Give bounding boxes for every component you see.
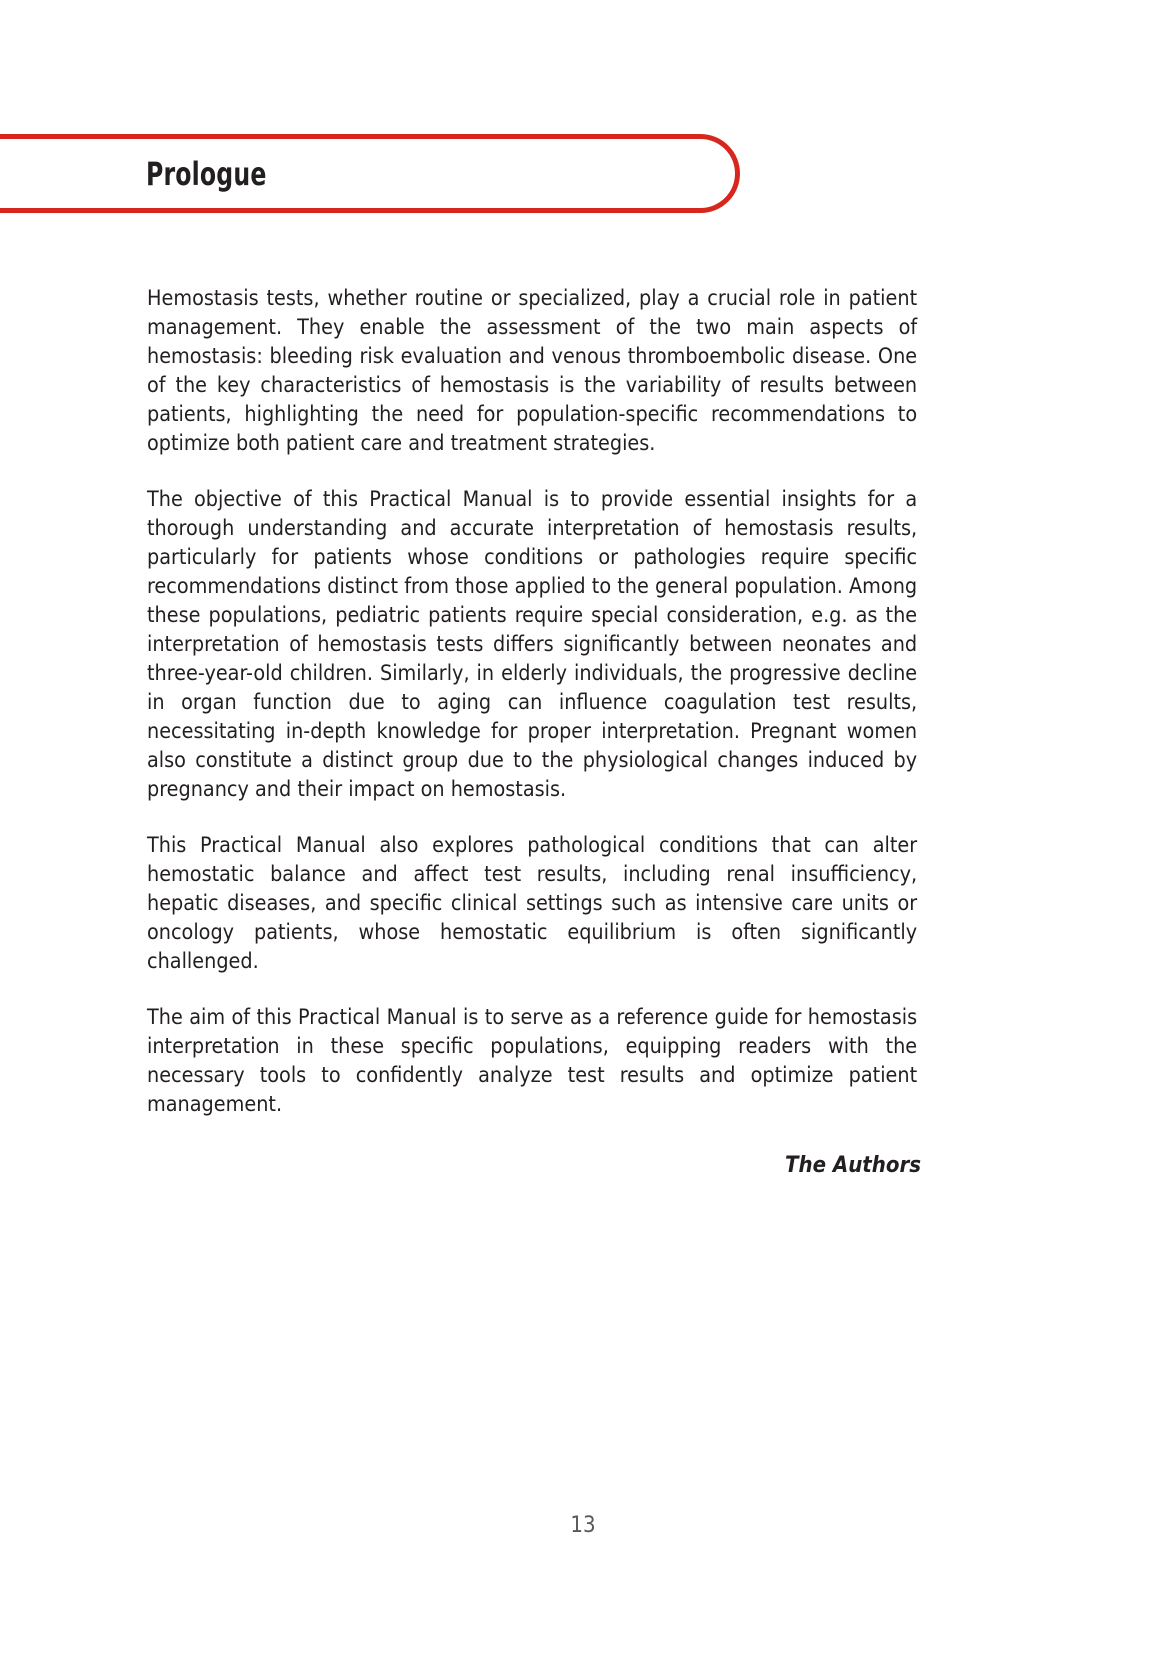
prologue-content bbox=[147, 284, 921, 1178]
authors-signature: The Authors bbox=[784, 1153, 921, 1178]
page-number: 13 bbox=[570, 1513, 596, 1538]
paragraph-2: The objective of this Practical Manual is to provide essential insights for a thorough understanding and accurate interpretation of hemostasis results, particularly for patients whose conditions or pathologies require specific recommendations distinct from those applied to the general population. Among these populations, pediatric patients require special consideration, e.g. as the interpretation of hemostasis tests differs significantly between neonates and three-year-old children. Similarly, in elderly individuals, the progressive decline in organ function due to aging can influence coagulation test results, necessitating in-depth knowledge for proper interpretation. Pregnant women also constitute a distinct group due to the physiological changes induced by pregnancy and their impact on hemostasis. bbox=[147, 487, 918, 802]
paragraph-3: This Practical Manual also explores pathological conditions that can alter hemostatic balance and affect test results, including renal insufficiency, hepatic diseases, and specific clinical settings such as intensive care units or oncology patients, whose hemostatic equilibrium is often significantly challenged. bbox=[147, 833, 918, 974]
paragraph-4: The aim of this Practical Manual is to serve as a reference guide for hemostasis interpretation in these specific populations, equipping readers with the necessary tools to confidently analyze test results and optimize patient management. bbox=[147, 1005, 918, 1117]
section-header-banner bbox=[0, 134, 740, 213]
page-title: Prologue bbox=[146, 154, 267, 193]
paragraph-1: Hemostasis tests, whether routine or specialized, play a crucial role in patient management. They enable the assessment of the two main aspects of hemostasis: bleeding risk evaluation and venous thromboembolic disease. One of the key characteristics of hemostasis is the variability of results between patients, highlighting the need for population-specific recommendations to optimize both patient care and treatment strategies. bbox=[147, 286, 918, 456]
